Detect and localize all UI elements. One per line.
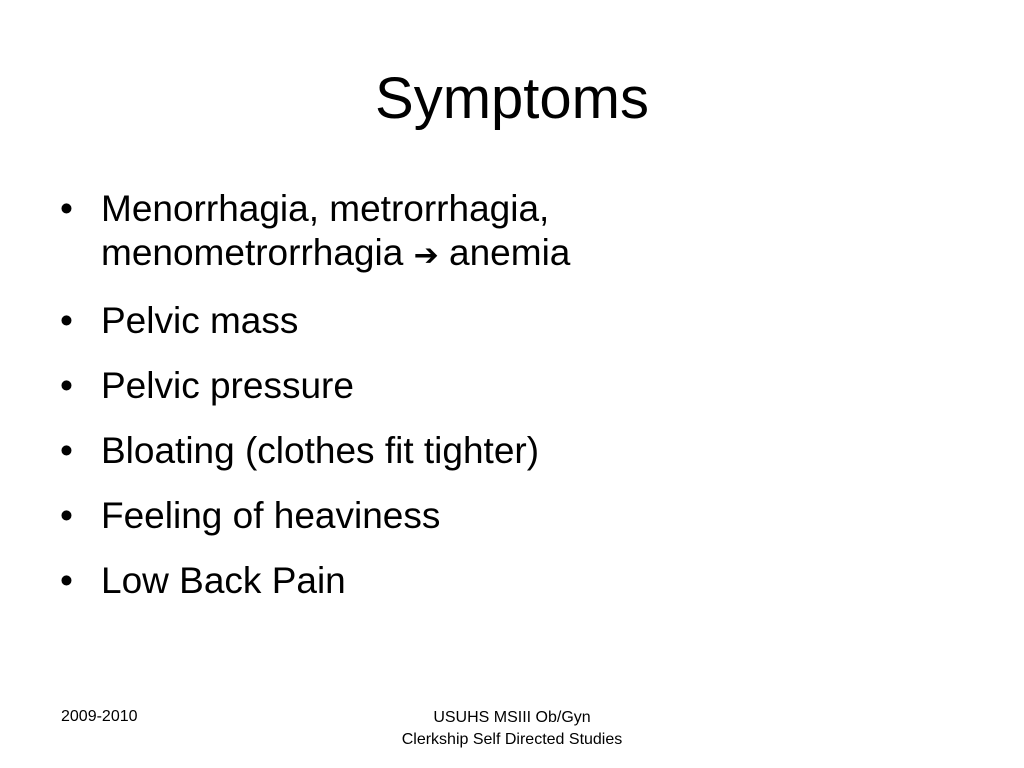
footer-date: 2009-2010 [61,708,138,725]
footer-course-line2: Clerkship Self Directed Studies [401,731,623,748]
bullet-item-back-pain [60,559,960,603]
bullet-text-line1: Menorrhagia, metrorrhagia, [101,188,550,229]
bullet-marker: • [60,430,73,471]
bullet-text: Low Back Pain [101,560,346,601]
bullet-marker: • [60,495,73,536]
bullet-text: Feeling of heaviness [101,495,441,536]
bullet-text: Pelvic mass [101,300,299,341]
bullet-item-pelvic-mass [60,299,960,343]
bullet-text-line2-end: anemia [449,232,571,273]
bullet-item-bloating [60,429,960,473]
right-arrow-icon: ➔ [413,238,439,273]
bullet-text-line2-start: menometrorrhagia [101,232,404,273]
footer-course-line1: USUHS MSIII Ob/Gyn [433,709,591,726]
bullet-marker: • [60,300,73,341]
bullet-list [60,187,960,624]
bullet-marker: • [60,560,73,601]
bullet-marker: • [60,188,73,229]
footer-course [352,707,672,751]
bullet-text: Bloating (clothes fit tighter) [101,430,540,471]
bullet-item-heaviness [60,494,960,538]
bullet-text: Pelvic pressure [101,365,354,406]
slide-title: Symptoms [375,66,649,131]
bullet-item-bleeding [60,187,960,278]
bullet-item-pelvic-pressure [60,364,960,408]
bullet-marker: • [60,365,73,406]
